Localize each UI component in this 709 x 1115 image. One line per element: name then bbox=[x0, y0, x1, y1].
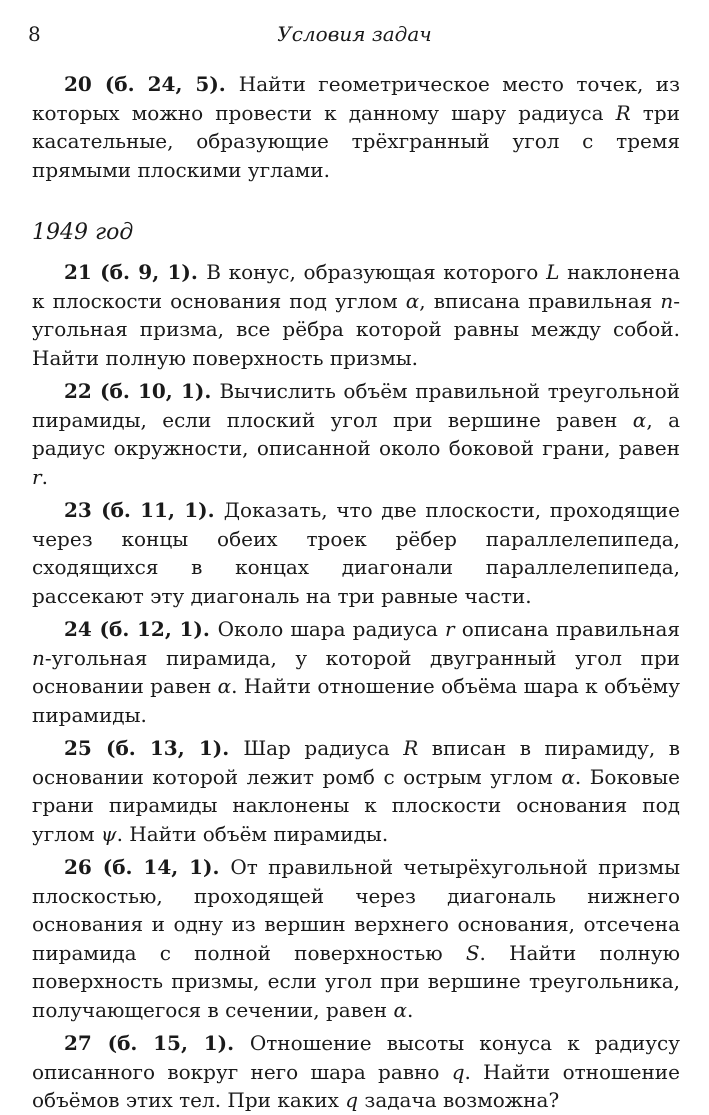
problem-text: . Найти отношение объёмов этих тел. При каких bbox=[32, 1059, 680, 1112]
problem-21 bbox=[32, 258, 680, 372]
problem-source: (б. 14, 1). bbox=[91, 855, 231, 879]
problem-text: -угольная призма, все рёбра которой равны между собой. Найти полную поверхность призмы. bbox=[32, 288, 680, 370]
problem-27 bbox=[32, 1029, 680, 1115]
math-variable: q bbox=[345, 1088, 359, 1112]
problem-number: 20 bbox=[64, 72, 92, 96]
problem-text: , а радиус окружности, описанной около боковой грани, равен bbox=[32, 407, 680, 460]
math-variable: r bbox=[32, 464, 42, 489]
math-variable: n bbox=[660, 288, 674, 313]
problem-text: . bbox=[41, 464, 48, 489]
problem-text: В конус, образующая которого bbox=[206, 260, 547, 284]
problem-text: , вписана правильная bbox=[419, 288, 661, 313]
problem-source: (б. 15, 1). bbox=[91, 1031, 250, 1055]
problem-text: . Найти отношение объёма шара к объёму пирамиды. bbox=[32, 674, 680, 727]
problem-text: вписан в пирамиду, в основании которой лежит ромб с острым углом bbox=[32, 736, 681, 789]
math-variable: S bbox=[465, 940, 480, 965]
problem-source: (б. 12, 1). bbox=[91, 617, 218, 641]
problem-number: 25 bbox=[64, 736, 92, 760]
problem-text: описана правильная bbox=[454, 617, 680, 641]
problem-20 bbox=[32, 70, 680, 184]
math-variable: α bbox=[393, 997, 407, 1022]
problem-26 bbox=[32, 853, 680, 1024]
problem-23 bbox=[32, 496, 680, 610]
problem-text: -угольная пирамида, у которой двугранный угол при основании равен bbox=[32, 645, 680, 698]
problem-text: Найти геометрическое место точек, из которых можно провести к данному шару радиуса bbox=[32, 72, 680, 125]
math-variable: α bbox=[217, 674, 232, 698]
problem-text: . Найти объём пирамиды. bbox=[116, 821, 389, 846]
math-variable: L bbox=[546, 260, 560, 284]
problem-text: Доказать, что две плоскости, проходящие через концы обеих троек рёбер параллелепипеда, сходящихся в концах диагонали параллелепипеда, рассекают эту диагональ на три равные части. bbox=[32, 498, 680, 608]
problem-22 bbox=[32, 377, 680, 491]
math-variable: R bbox=[403, 736, 419, 760]
math-variable: n bbox=[32, 645, 45, 670]
math-variable: α bbox=[632, 407, 647, 432]
problem-source: (б. 10, 1). bbox=[91, 379, 220, 403]
year-heading: 1949 год bbox=[32, 220, 134, 245]
page-content bbox=[32, 70, 680, 1115]
problem-text: . bbox=[406, 997, 414, 1022]
problem-text: Шар радиуса bbox=[243, 736, 404, 760]
problem-text: Около шара радиуса bbox=[217, 617, 446, 641]
problem-number: 23 bbox=[64, 498, 92, 522]
problem-number: 24 bbox=[64, 617, 92, 641]
math-variable: q bbox=[451, 1059, 465, 1084]
problem-source: (б. 24, 5). bbox=[91, 72, 239, 96]
problem-number: 22 bbox=[64, 379, 92, 403]
problem-text: . Боковые грани пирамиды наклонены к плоскости основания под углом bbox=[32, 764, 680, 846]
problem-source: (б. 11, 1). bbox=[91, 498, 224, 522]
problem-text: задача возможна? bbox=[358, 1088, 560, 1112]
problem-text: Отношение высоты конуса к радиусу описанного вокруг него шара равно bbox=[32, 1031, 680, 1084]
problem-number: 26 bbox=[64, 855, 92, 879]
problem-24 bbox=[32, 615, 680, 729]
problem-25 bbox=[32, 734, 680, 848]
problem-text: От правильной четырёхугольной призмы плоскостью, проходящей через диагональ нижнего основания и одну из вершин верхнего основания, отсечена пирамида с полной поверхностью bbox=[32, 855, 680, 965]
page-number: 8 bbox=[28, 22, 41, 46]
math-variable: r bbox=[445, 617, 455, 641]
math-variable: α bbox=[405, 288, 420, 313]
math-variable: ψ bbox=[100, 821, 117, 846]
running-title: Условия задач bbox=[277, 22, 432, 46]
problem-source: (б. 13, 1). bbox=[91, 736, 244, 760]
math-variable: R bbox=[615, 100, 631, 125]
problem-text: Вычислить объём правильной треугольной пирамиды, если плоский угол при вершине равен bbox=[32, 379, 680, 432]
problem-text: три касательные, образующие трёхгранный угол с тремя прямыми плоскими углами. bbox=[32, 100, 680, 182]
problem-source: (б. 9, 1). bbox=[91, 260, 207, 284]
problem-number: 27 bbox=[64, 1031, 92, 1055]
problem-number: 21 bbox=[64, 260, 92, 284]
page-header bbox=[28, 22, 681, 52]
problem-text: наклонена к плоскости основания под углом bbox=[32, 260, 680, 313]
problem-text: . Найти полную поверхность призмы, если угол при вершине треугольника, получающегося в сечении, равен bbox=[32, 940, 681, 1022]
math-variable: α bbox=[561, 764, 575, 789]
